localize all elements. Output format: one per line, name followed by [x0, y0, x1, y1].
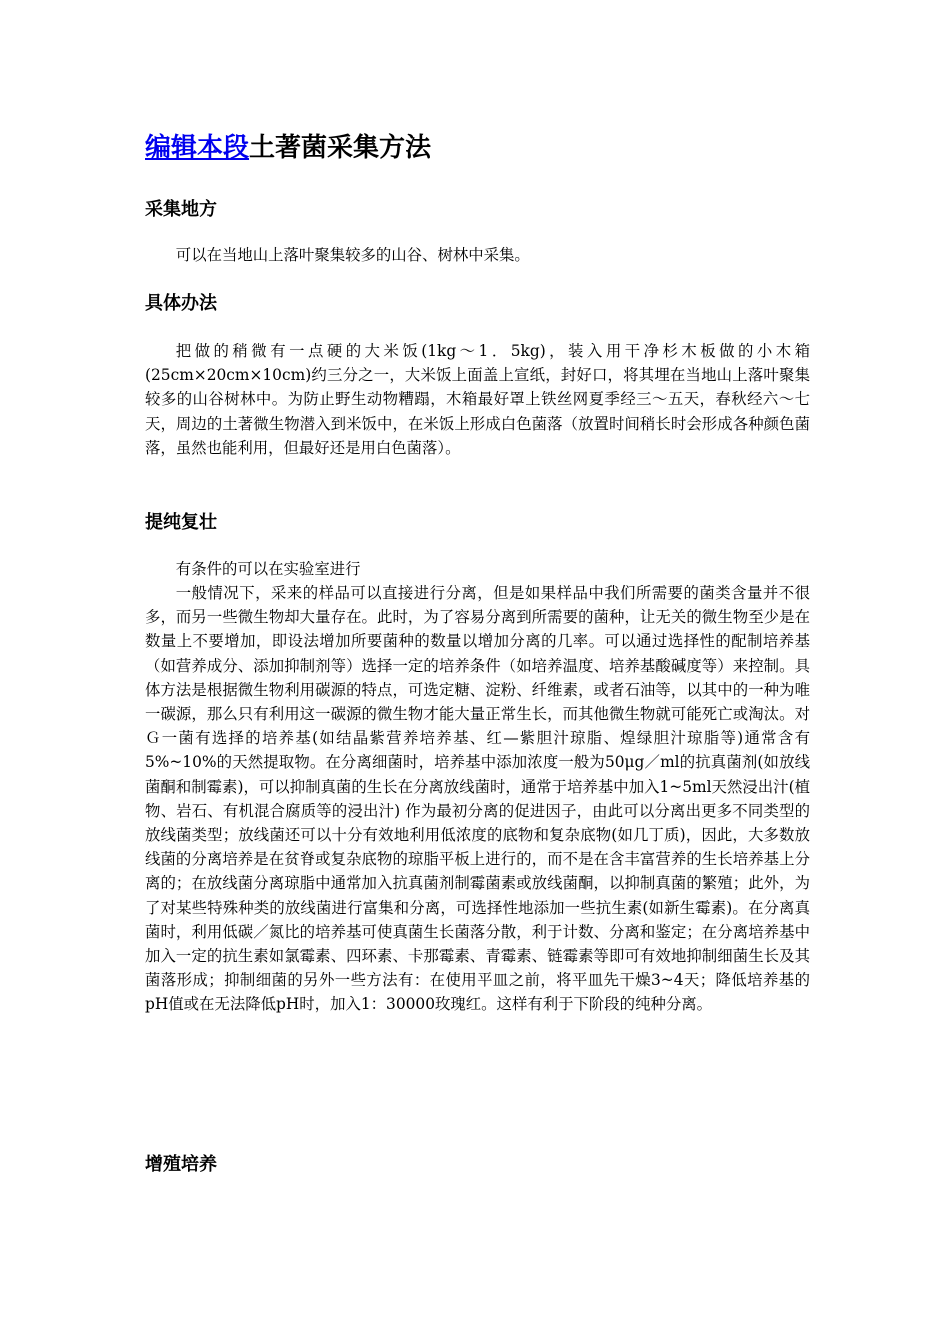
section-heading-method: 具体办法 — [145, 293, 217, 314]
section-paragraph-method: 把做的稍微有一点硬的大米饭(1kg～1．5kg)，装入用干净杉木板做的小木箱(25cm×20cm×10cm)约三分之一，大米饭上面盖上宣纸，封好口，将其埋在当地山上落叶聚集较多的山谷树林中。为防止野生动物糟蹋，木箱最好罩上铁丝网夏季经三～五天，春秋经六～七天，周边的土著微生物潜入到米饭中，在米饭上形成白色菌落（放置时间稍长时会形成各种颜色菌落，虽然也能利用，但最好还是用白色菌落）。 — [145, 342, 810, 457]
edit-section-link[interactable]: 编辑本段 — [145, 133, 250, 163]
section-paragraph-collect: 可以在当地山上落叶聚集较多的山谷、树林中采集。 — [175, 246, 530, 264]
page-title-text: 土著菌采集方法 — [249, 133, 432, 163]
section-heading-enrich: 增殖培养 — [145, 1154, 217, 1175]
section-paragraph-purify-body: 一般情况下，采来的样品可以直接进行分离，但是如果样品中我们所需要的菌类含量并不很多，而另一些微生物却大量存在。此时，为了容易分离到所需要的菌种，让无关的微生物至少是在数量上不要增加，即设法增加所要菌种的数量以增加分离的几率。可以通过选择性的配制培养基（如营养成分、添加抑制剂等）选择一定的培养条件（如培养温度、培养基酸碱度等）来控制。具体方法是根据微生物利用碳源的特点，可选定糖、淀粉、纤维素，或者石油等，以其中的一种为唯一碳源，那么只有利用这一碳源的微生物才能大量正常生长，而其他微生物就可能死亡或淘汰。对Ｇ一菌有选择的培养基(如结晶紫营养培养基、红—紫胆汁琼脂、煌绿胆汁琼脂等)通常含有5%~10%的天然提取物。在分离细菌时，培养基中添加浓度一般为50μg／ml的抗真菌剂(如放线菌酮和制霉素)，可以抑制真菌的生长在分离放线菌时，通常于培养基中加入1~5ml天然浸出汁(植物、岩石、有机混合腐质等的浸出汁) 作为最初分离的促进因子，由此可以分离出更多不同类型的放线菌类型；放线菌还可以十分有效地利用低浓度的底物和复杂底物(如几丁质)，因此，大多数放线菌的分离培养是在贫脊或复杂底物的琼脂平板上进行的，而不是在含丰富营养的生长培养基上分离的；在放线菌分离琼脂中通常加入抗真菌剂制霉菌素或放线菌酮，以抑制真菌的繁殖；此外，为了对某些特殊种类的放线菌进行富集和分离，可选择性地添加一些抗生素(如新生霉素)。在分离真菌时，利用低碳／氮比的培养基可使真菌生长菌落分散，利于计数、分离和鉴定；在分离培养基中加入一定的抗生素如氯霉素、四环素、卡那霉素、青霉素、链霉素等即可有效地抑制细菌生长及其菌落形成；抑制细菌的另外一些方法有：在使用平皿之前，将平皿先干燥3~4天；降低培养基的pH值或在无法降低pH时，加入1：30000玫瑰红。这样有利于下阶段的纯种分离。 — [145, 584, 810, 1014]
section-heading-purify: 提纯复壮 — [145, 512, 217, 533]
section-heading-collect: 采集地方 — [145, 199, 217, 220]
page-title — [145, 128, 431, 168]
section-paragraph-purify-intro: 有条件的可以在实验室进行 — [175, 560, 361, 578]
